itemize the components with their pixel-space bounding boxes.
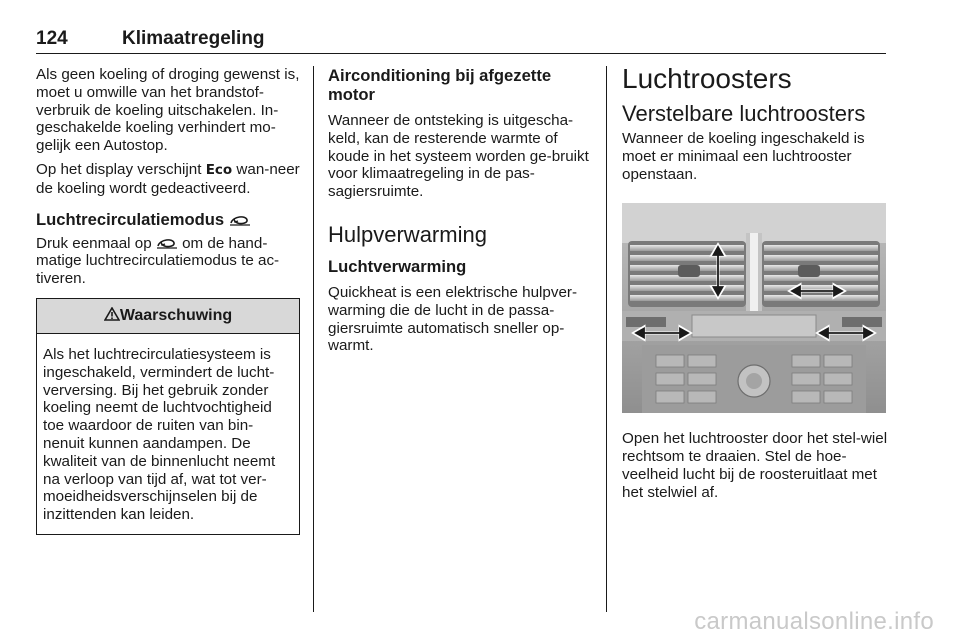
page-header [36, 28, 886, 52]
paragraph-cooling: Als geen koeling of droging gewenst is, moet u omwille van het brandstof-verbruik de koeling uitschakelen. In-geschakelde koeling verhindert mo-gelijk een Autostop. [36, 66, 300, 155]
watermark: carmanualsonline.info [694, 608, 934, 635]
paragraph-recirculation: Druk eenmaal op om de hand-matige luchtrecirculatiemodus te ac-tiveren. [36, 234, 280, 288]
warning-box [36, 298, 300, 535]
column-divider-2 [606, 66, 607, 612]
warning-title: Waarschuwing [119, 306, 233, 324]
warning-triangle-icon [104, 307, 120, 321]
column-2 [328, 66, 594, 361]
paragraph-eco: Op het display verschijnt Eco wan-neer de koeling wordt gedeactiveerd. [36, 160, 300, 197]
warning-header [37, 299, 299, 334]
recirculation-icon [156, 237, 178, 249]
heading-ac-engine-off: Airconditioning bij afgezette motor [328, 66, 552, 104]
column-3 [622, 63, 888, 507]
column-divider-1 [313, 66, 314, 612]
heading-air-vents: Luchtroosters [622, 63, 792, 94]
eco-label: Eco [205, 161, 233, 178]
column-1 [36, 66, 300, 535]
heading-recirculation: Luchtrecirculatiemodus [36, 210, 300, 229]
paragraph-vents-open: Wanneer de koeling ingeschakeld is moet er minimaal een luchtrooster openstaan. [622, 130, 865, 183]
header-rule [36, 53, 886, 54]
chapter-title: Klimaatregeling [122, 28, 265, 49]
page-number: 124 [36, 28, 68, 49]
warning-text: Als het luchtrecirculatiesysteem is ingeschakeld, vermindert de lucht-verversing. Bij het gebruik zonder koeling neemt de luchtvochtigheid toe waardoor de ruiten van bin-nenuit kunnen aandampen. De kwaliteit van de binnenlucht neemt na verloop van tijd af, wat tot ver-moeidheidsverschijnselen bij de inzittenden kan leiden. [43, 345, 276, 524]
paragraph-quickheat: Quickheat is een elektrische hulpver-warming die de lucht in de passa-giersruimte automatisch sneller op-warmt. [328, 283, 578, 355]
vent-photo-illustration [622, 203, 886, 413]
heading-adjustable-vents: Verstelbare luchtroosters [622, 101, 866, 126]
paragraph-vents-adjust: Open het luchtrooster door het stel-wiel rechtsom te draaien. Stel de hoe-veelheid lucht bij de roosteruitlaat met het stelwiel af. [622, 430, 888, 501]
heading-air-heating: Luchtverwarming [328, 256, 467, 276]
recirculation-icon [229, 214, 251, 226]
heading-auxiliary-heating: Hulpverwarming [328, 221, 487, 247]
paragraph-ac-engine-off: Wanneer de ontsteking is uitgescha-keld, kan de resterende warmte of koude in het systeem worden ge-bruikt voor klimaatregeling in de pas-sagiersruimte. [328, 112, 589, 201]
